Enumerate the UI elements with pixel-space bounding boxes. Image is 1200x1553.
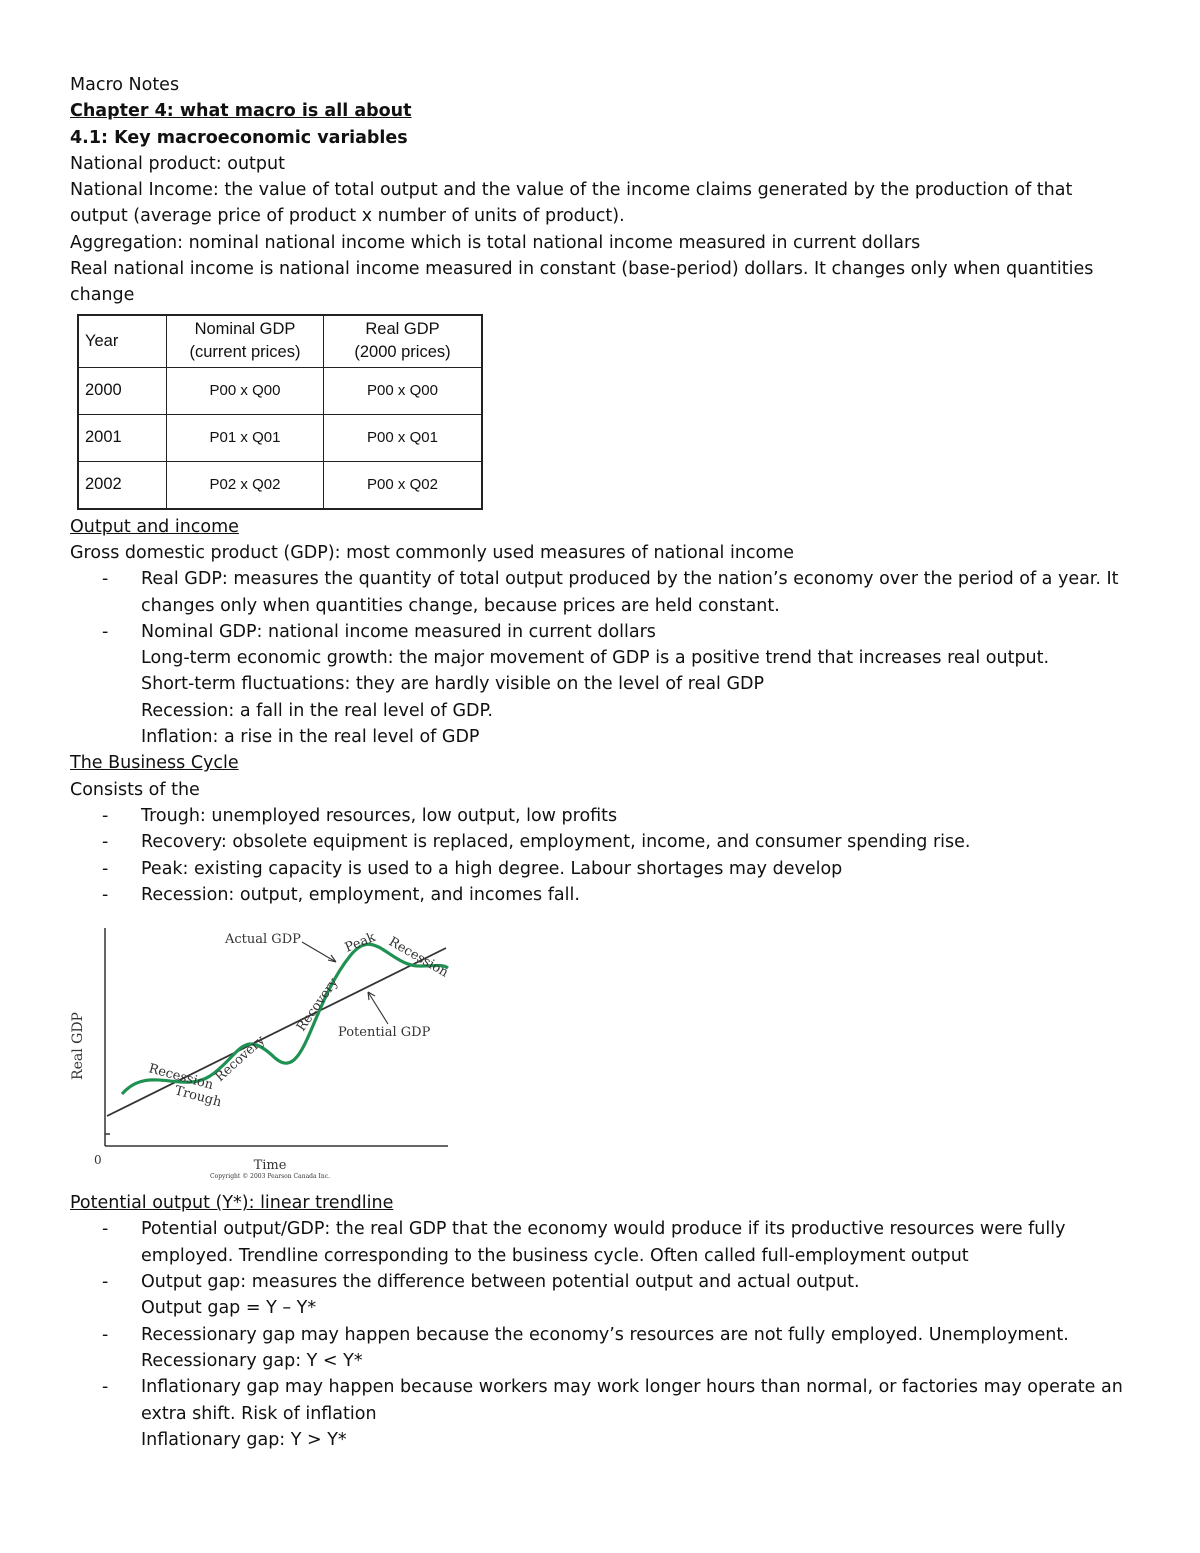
list-dash: - xyxy=(102,1272,109,1293)
header-real-sub: (2000 prices) xyxy=(354,343,451,362)
cell-year: 2002 xyxy=(78,461,167,509)
business-cycle-diagram xyxy=(70,916,470,1186)
real-gdp-text: Real GDP: measures the quantity of total output produced by the nation’s economy over the period of a year. It xyxy=(141,569,1119,590)
real-income-line: Real national income is national income measured in constant (base-period) dollars. It changes only when quantities xyxy=(70,259,1094,280)
header-real-gdp xyxy=(324,315,483,368)
header-nominal-title: Nominal GDP xyxy=(194,320,296,339)
list-dash: - xyxy=(102,621,109,642)
potential-gdp-arrow xyxy=(368,992,388,1024)
list-dash: - xyxy=(102,1324,109,1345)
list-dash: - xyxy=(102,569,109,590)
recovery-low-label: Recovery xyxy=(212,1033,269,1086)
actual-gdp-arrow xyxy=(302,942,336,962)
potential-gdp-label: Potential GDP xyxy=(338,1025,431,1041)
cell-nominal: P01 x Q01 xyxy=(167,414,324,461)
trough-text: Trough: unemployed resources, low output, low profits xyxy=(141,805,618,826)
list-dash: - xyxy=(102,805,109,826)
peak-label: Peak xyxy=(342,930,378,956)
short-term-fluctuations: Short-term fluctuations: they are hardly visible on the level of real GDP xyxy=(141,674,765,695)
trough-label: Trough xyxy=(172,1083,224,1111)
list-dash: - xyxy=(102,884,109,905)
doc-title: Macro Notes xyxy=(70,75,180,95)
recessionary-gap-text: Recessionary gap may happen because the economy’s resources are not fully employed. Unemployment. xyxy=(141,1324,1069,1345)
cell-year: 2001 xyxy=(78,414,167,461)
national-income-line-2: output (average price of product x number of units of product). xyxy=(70,206,625,227)
inflationary-gap-text: Inflationary gap may happen because workers may work longer hours than normal, or factories may operate an xyxy=(141,1377,1123,1398)
list-item xyxy=(70,619,1130,645)
gdp-table xyxy=(77,314,483,510)
recession-top-label: Recession xyxy=(386,934,451,981)
header-nominal-sub: (current prices) xyxy=(189,343,301,362)
real-income-line-2: change xyxy=(70,285,135,306)
document-page xyxy=(70,72,1130,1453)
origin-label: 0 xyxy=(94,1153,102,1168)
business-cycle-intro: Consists of the xyxy=(70,779,200,800)
list-item xyxy=(70,829,1130,855)
cell-nominal: P02 x Q02 xyxy=(167,461,324,509)
list-dash: - xyxy=(102,832,109,853)
recession-low-label: Recession xyxy=(146,1061,215,1094)
output-gap-formula: Output gap = Y – Y* xyxy=(141,1298,317,1319)
header-nominal-gdp xyxy=(167,315,324,368)
cell-nominal: P00 x Q00 xyxy=(167,367,324,414)
national-product-line: National product: output xyxy=(70,153,285,174)
real-gdp-text-2: changes only when quantities change, because prices are held constant. xyxy=(141,595,780,616)
output-income-heading: Output and income xyxy=(70,516,239,537)
gdp-definition: Gross domestic product (GDP): most commonly used measures of national income xyxy=(70,542,795,563)
aggregation-line: Aggregation: nominal national income which is total national income measured in current dollars xyxy=(70,232,921,253)
chapter-heading: Chapter 4: what macro is all about xyxy=(70,101,412,122)
potential-output-text: Potential output/GDP: the real GDP that the economy would produce if its productive resources were fully xyxy=(141,1219,1066,1240)
recession-text: Recession: output, employment, and incomes fall. xyxy=(141,884,580,905)
inflationary-gap-text-2: extra shift. Risk of inflation xyxy=(141,1403,377,1424)
recovery-mid-label: Recovery xyxy=(293,975,342,1035)
header-year: Year xyxy=(78,315,167,368)
potential-output-heading: Potential output (Y*): linear trendline xyxy=(70,1193,394,1214)
business-cycle-figure xyxy=(70,916,470,1186)
actual-gdp-label: Actual GDP xyxy=(225,932,301,948)
inflation-definition: Inflation: a rise in the real level of GDP xyxy=(141,727,480,748)
list-item xyxy=(70,803,1130,829)
header-real-title: Real GDP xyxy=(365,320,440,339)
potential-gdp-arrowhead xyxy=(368,992,375,1000)
inflationary-gap-formula: Inflationary gap: Y > Y* xyxy=(141,1429,347,1450)
recession-definition: Recession: a fall in the real level of GDP. xyxy=(141,700,493,721)
list-item xyxy=(70,1322,1130,1348)
list-dash: - xyxy=(102,1219,109,1240)
list-item xyxy=(70,1269,1130,1295)
section-heading: 4.1: Key macroeconomic variables xyxy=(70,127,408,148)
copyright-label: Copyright © 2003 Pearson Canada Inc. xyxy=(210,1173,330,1181)
list-item xyxy=(70,1216,1130,1242)
table-row xyxy=(78,414,482,461)
business-cycle-heading: The Business Cycle xyxy=(70,753,239,774)
list-item xyxy=(70,1374,1130,1400)
potential-output-text-2: employed. Trendline corresponding to the business cycle. Often called full-employment output xyxy=(141,1245,969,1266)
peak-text: Peak: existing capacity is used to a high degree. Labour shortages may develop xyxy=(141,858,843,879)
national-income-line: National Income: the value of total output and the value of the income claims generated by the production of that xyxy=(70,180,1073,201)
list-item xyxy=(70,856,1130,882)
list-dash: - xyxy=(102,1377,109,1398)
recessionary-gap-formula: Recessionary gap: Y < Y* xyxy=(141,1350,363,1371)
x-axis-label: Time xyxy=(253,1158,287,1174)
cell-real: P00 x Q02 xyxy=(324,461,483,509)
cell-real: P00 x Q00 xyxy=(324,367,483,414)
table-row xyxy=(78,461,482,509)
gdp-table-header-row xyxy=(78,315,482,368)
list-dash: - xyxy=(102,858,109,879)
y-axis-label: Real GDP xyxy=(70,1012,86,1081)
cell-real: P00 x Q01 xyxy=(324,414,483,461)
list-item xyxy=(70,882,1130,908)
output-gap-text: Output gap: measures the difference between potential output and actual output. xyxy=(141,1272,860,1293)
list-item xyxy=(70,566,1130,592)
recovery-text: Recovery: obsolete equipment is replaced, employment, income, and consumer spending rise. xyxy=(141,832,971,853)
table-row xyxy=(78,367,482,414)
nominal-gdp-text: Nominal GDP: national income measured in current dollars xyxy=(141,621,656,642)
long-term-growth: Long-term economic growth: the major movement of GDP is a positive trend that increases real output. xyxy=(141,648,1050,669)
cell-year: 2000 xyxy=(78,367,167,414)
